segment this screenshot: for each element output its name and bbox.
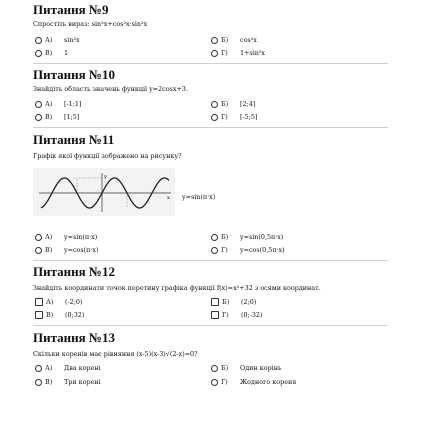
radio-button[interactable] <box>35 365 42 372</box>
option-label: (0;32) <box>65 311 85 319</box>
radio-button[interactable] <box>35 379 42 386</box>
q9-option-c[interactable] <box>35 48 68 58</box>
option-letter: А) <box>45 364 53 372</box>
sine-graph-image <box>33 168 175 216</box>
divider <box>33 260 388 261</box>
q11-option-b[interactable] <box>211 232 283 242</box>
checkbox[interactable] <box>211 298 219 306</box>
graph-caption: y=sin(π·x) <box>182 193 216 201</box>
radio-button[interactable] <box>211 50 218 57</box>
q10-option-d[interactable] <box>211 112 257 122</box>
option-label: [1;5] <box>64 113 80 121</box>
q12-option-b[interactable] <box>211 297 256 307</box>
divider <box>33 63 388 64</box>
option-letter: В) <box>46 311 54 319</box>
checkbox[interactable] <box>211 311 219 319</box>
option-letter: Г) <box>221 246 228 254</box>
q12-option-c[interactable] <box>35 310 84 320</box>
option-letter: Б) <box>221 233 229 241</box>
option-letter: Б) <box>222 298 230 306</box>
option-letter: А) <box>45 100 53 108</box>
option-label: [-5;5] <box>240 113 258 121</box>
radio-button[interactable] <box>211 101 218 108</box>
option-letter: Г) <box>221 113 228 121</box>
option-label: sin²x <box>64 36 80 44</box>
question-9-text: Спростіть вираз: sin³x+cos²x·sin²x <box>33 20 148 28</box>
question-12-text: Знайдіть координати точок перетину графіка функції f(x)=x²+32 з осями координат. <box>33 284 321 292</box>
radio-button[interactable] <box>35 101 42 108</box>
option-label: Два корені <box>64 364 101 372</box>
option-label: (0;-32) <box>241 311 263 319</box>
option-letter: В) <box>45 246 53 254</box>
option-letter: А) <box>45 233 53 241</box>
q10-option-a[interactable] <box>35 99 81 109</box>
option-letter: Г) <box>222 311 229 319</box>
option-label: cos²x <box>240 36 257 44</box>
radio-button[interactable] <box>211 234 218 241</box>
option-letter: А) <box>45 36 53 44</box>
divider <box>33 127 388 128</box>
q9-option-a[interactable] <box>35 35 80 45</box>
option-label: Один корінь <box>240 364 282 372</box>
option-label: y=sin(π·x) <box>64 233 98 241</box>
option-letter: В) <box>45 378 53 386</box>
question-10-title: Питання №10 <box>33 67 115 82</box>
x-axis-label: x <box>167 195 170 201</box>
radio-button[interactable] <box>211 114 218 121</box>
question-9-title: Питання №9 <box>33 2 109 17</box>
q13-option-b[interactable] <box>211 363 281 373</box>
radio-button[interactable] <box>211 37 218 44</box>
option-letter: Б) <box>221 100 229 108</box>
option-label: [2;4] <box>240 100 256 108</box>
question-10-text: Знайдіть область значень функції y=2cosx+3. <box>33 85 188 93</box>
radio-button[interactable] <box>35 50 42 57</box>
question-13-title: Питання №13 <box>33 330 115 345</box>
option-letter: Г) <box>221 49 228 57</box>
question-12-title: Питання №12 <box>33 264 115 279</box>
option-label: (2;0) <box>241 298 257 306</box>
option-letter: В) <box>45 49 53 57</box>
q13-option-c[interactable] <box>35 377 101 387</box>
divider <box>33 325 388 326</box>
q12-option-d[interactable] <box>211 310 263 320</box>
radio-button[interactable] <box>211 379 218 386</box>
option-letter: Б) <box>221 364 229 372</box>
q12-option-a[interactable] <box>35 297 82 307</box>
q13-option-a[interactable] <box>35 363 101 373</box>
q10-option-c[interactable] <box>35 112 79 122</box>
option-letter: Г) <box>221 378 228 386</box>
option-label: y=sin(0,5π·x) <box>240 233 284 241</box>
checkbox[interactable] <box>35 298 43 306</box>
radio-button[interactable] <box>211 365 218 372</box>
option-label: Три корені <box>64 378 101 386</box>
question-11-title: Питання №11 <box>33 132 115 147</box>
radio-button[interactable] <box>35 234 42 241</box>
option-label: Жодного кореня <box>240 378 297 386</box>
q10-option-b[interactable] <box>211 99 255 109</box>
option-label: 1 <box>64 49 69 57</box>
q9-option-b[interactable] <box>211 35 257 45</box>
radio-button[interactable] <box>211 247 218 254</box>
option-letter: Б) <box>221 36 229 44</box>
question-11-text: Графік якої функції зображено на рисунку? <box>33 152 182 160</box>
radio-button[interactable] <box>35 247 42 254</box>
q11-option-d[interactable] <box>211 245 285 255</box>
option-label: [-1;1] <box>64 100 82 108</box>
radio-button[interactable] <box>35 114 42 121</box>
option-label: 1+sin²x <box>240 49 266 57</box>
q9-option-d[interactable] <box>211 48 265 58</box>
q11-option-c[interactable] <box>35 245 99 255</box>
y-axis-label: y <box>104 174 107 180</box>
option-letter: А) <box>46 298 54 306</box>
option-letter: В) <box>45 113 53 121</box>
question-13-text: Скільки коренів має рівняння (x-5)(x-3)√(2-x)=0? <box>33 350 198 358</box>
option-label: y=cos(π·x) <box>64 246 99 254</box>
option-label: y=cos(0,5π·x) <box>240 246 285 254</box>
checkbox[interactable] <box>35 311 43 319</box>
q11-option-a[interactable] <box>35 232 97 242</box>
option-label: (-2;0) <box>65 298 83 306</box>
radio-button[interactable] <box>35 37 42 44</box>
q13-option-d[interactable] <box>211 377 296 387</box>
